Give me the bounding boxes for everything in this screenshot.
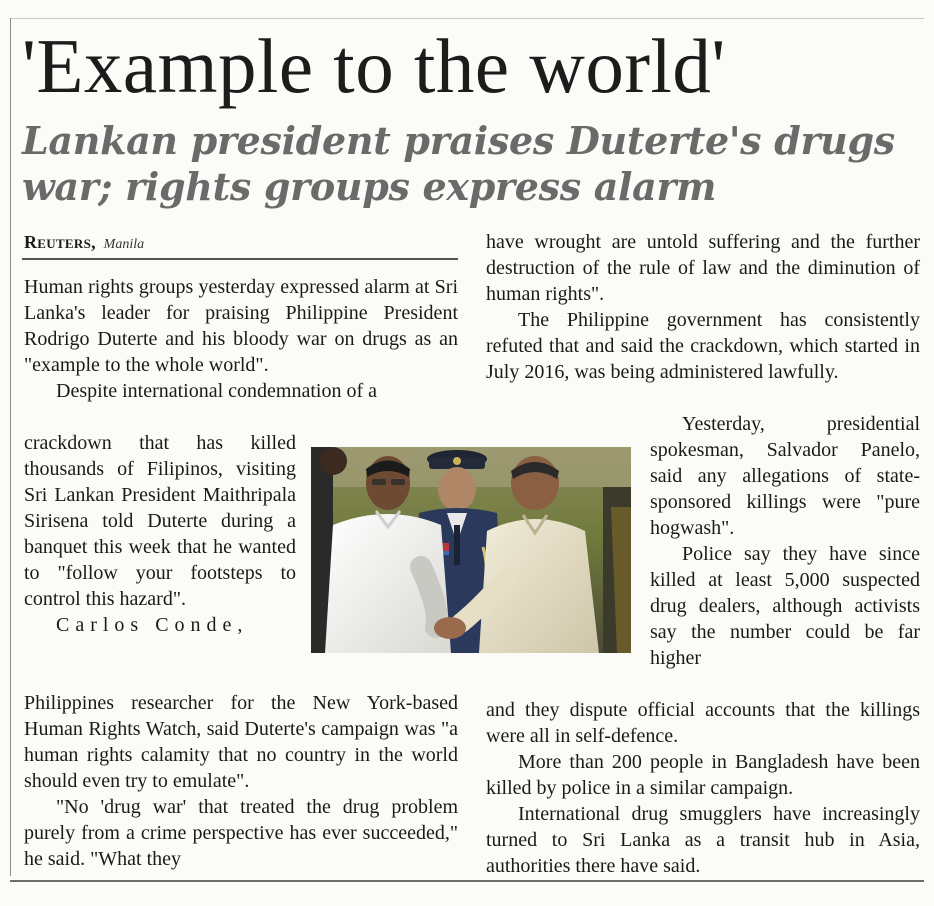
paragraph: More than 200 people in Bangladesh have been killed by police in a similar campaign. bbox=[486, 751, 920, 799]
frame-top-rule bbox=[10, 18, 924, 19]
subheadline: Lankan president praises Duterte's drugs war; rights groups express alarm bbox=[22, 118, 895, 209]
byline-agency: Reuters, bbox=[24, 232, 96, 252]
byline-location: Manila bbox=[103, 237, 145, 252]
paragraph: and they dispute official accounts that the killings were all in self-defence. bbox=[486, 699, 920, 747]
article-column-left-bottom bbox=[24, 690, 458, 872]
paragraph: Carlos Conde, bbox=[56, 614, 249, 636]
news-photo bbox=[311, 447, 631, 653]
paragraph: have wrought are untold suffering and the further destruction of the rule of law and the diminution of human rights". bbox=[486, 231, 920, 305]
paragraph: Despite international condemnation of a bbox=[56, 380, 378, 402]
paragraph: The Philippine government has consistently refuted that and said the crackdown, which started in July 2016, was being administered lawfully. bbox=[486, 309, 920, 383]
frame-bottom-rule bbox=[10, 880, 924, 882]
paragraph: "No 'drug war' that treated the drug problem purely from a crime perspective has ever succeeded," he said. "What they bbox=[24, 796, 458, 870]
article-column-left-wrap bbox=[24, 430, 296, 638]
article-column-right-bottom bbox=[486, 697, 920, 879]
paragraph: International drug smugglers have increasingly turned to Sri Lanka as a transit hub in Asia, authorities there have said. bbox=[486, 803, 920, 877]
article-column-right-wrap bbox=[650, 411, 920, 671]
byline bbox=[24, 231, 144, 256]
frame-left-rule bbox=[10, 18, 11, 876]
byline-rule bbox=[22, 258, 458, 260]
paragraph: crackdown that has killed thousands of Filipinos, visiting Sri Lankan President Maithripala Sirisena told Duterte during a banquet this week that he wanted to "follow your footsteps to control this hazard". bbox=[24, 432, 296, 610]
headline: 'Example to the world' bbox=[22, 23, 726, 109]
article-column-left-top bbox=[24, 274, 458, 404]
paragraph: Philippines researcher for the New York-based Human Rights Watch, said Duterte's campaign was "a human rights calamity that no country in the world should even try to emulate". bbox=[24, 692, 458, 792]
paragraph: Human rights groups yesterday expressed alarm at Sri Lanka's leader for praising Philippine President Rodrigo Duterte and his bloody war on drugs as an "example to the whole world". bbox=[24, 276, 458, 376]
article-column-right-top bbox=[486, 229, 920, 385]
paragraph: Police say they have since killed at least 5,000 suspected drug dealers, although activists say the number could be far higher bbox=[650, 543, 920, 669]
paragraph: Yesterday, presidential spokesman, Salvador Panelo, said any allegations of state-sponsored killings were "pure hogwash". bbox=[650, 413, 920, 539]
news-photo-illustration bbox=[311, 447, 631, 653]
